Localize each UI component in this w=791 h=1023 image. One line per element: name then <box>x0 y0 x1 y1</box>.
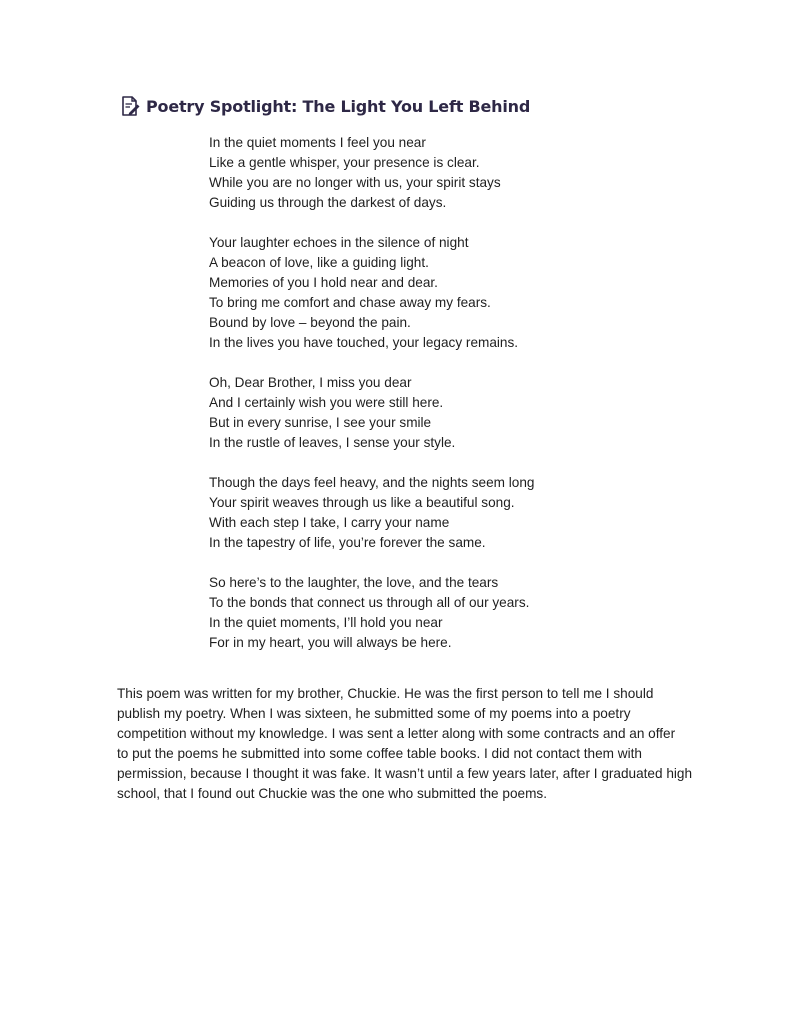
poem-line: And I certainly wish you were still here. <box>209 395 444 410</box>
note-line: permission, because I thought it was fake. It wasn’t until a few years later, after I graduated high <box>117 766 693 781</box>
page-title: Poetry Spotlight: The Light You Left Behind <box>146 96 531 116</box>
poem-line: With each step I take, I carry your name <box>209 515 450 530</box>
poem-line: In the tapestry of life, you’re forever the same. <box>209 535 486 550</box>
stanza <box>209 473 729 553</box>
stanza <box>209 373 729 453</box>
note-line: to put the poems he submitted into some coffee table books. I did not contact them with <box>117 746 642 761</box>
note-line: This poem was written for my brother, Chuckie. He was the first person to tell me I should <box>117 686 654 701</box>
poem-line: But in every sunrise, I see your smile <box>209 415 432 430</box>
poem-line: Bound by love – beyond the pain. <box>209 315 411 330</box>
stanza <box>209 133 729 213</box>
poem-line: Memories of you I hold near and dear. <box>209 275 438 290</box>
poem-line: Oh, Dear Brother, I miss you dear <box>209 375 412 390</box>
poem-line: So here’s to the laughter, the love, and the tears <box>209 575 499 590</box>
poem-line: To the bonds that connect us through all of our years. <box>209 595 530 610</box>
poem-line: Though the days feel heavy, and the nights seem long <box>209 475 535 490</box>
poem-line: Your spirit weaves through us like a beautiful song. <box>209 495 515 510</box>
poem-line: In the lives you have touched, your legacy remains. <box>209 335 519 350</box>
note-line: publish my poetry. When I was sixteen, he submitted some of my poems into a poetry <box>117 706 631 721</box>
stanza <box>209 233 729 353</box>
poem-line: A beacon of love, like a guiding light. <box>209 255 429 270</box>
title-row <box>120 95 530 117</box>
document-edit-icon <box>120 95 140 117</box>
poem-line: Your laughter echoes in the silence of night <box>209 235 469 250</box>
poem-line: Guiding us through the darkest of days. <box>209 195 447 210</box>
poem-line: To bring me comfort and chase away my fears. <box>209 295 491 310</box>
stanza <box>209 573 729 653</box>
poem-line: In the rustle of leaves, I sense your style. <box>209 435 456 450</box>
poem-line: In the quiet moments I feel you near <box>209 135 426 150</box>
note-line: competition without my knowledge. I was sent a letter along with some contracts and an offer <box>117 726 676 741</box>
poem-line: Like a gentle whisper, your presence is clear. <box>209 155 480 170</box>
poem-line: While you are no longer with us, your spirit stays <box>209 175 501 190</box>
note-line: school, that I found out Chuckie was the one who submitted the poems. <box>117 786 547 801</box>
author-note <box>117 684 693 804</box>
poem-line: In the quiet moments, I’ll hold you near <box>209 615 443 630</box>
poem <box>209 133 729 673</box>
poem-line: For in my heart, you will always be here. <box>209 635 452 650</box>
